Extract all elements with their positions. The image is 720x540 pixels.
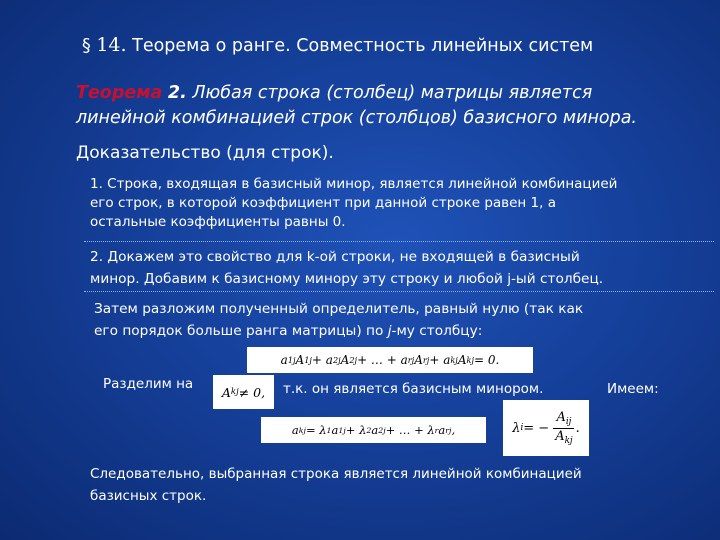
step1-line-1: 1. Строка, входящая в базисный минор, является линейной комбинацией xyxy=(90,176,618,192)
title-text: Теорема о ранге. Совместность линейных систем xyxy=(132,36,594,56)
theorem-statement xyxy=(76,81,637,131)
theorem-number: 2. xyxy=(167,83,187,103)
formula-lambda: λ i = − $\frac{A_{ij}}{A_{kj}}$ . xyxy=(503,400,589,456)
formula-linear-combination: a kj = λ 1 a 1j + λ 2 a 2j + … + λ r a rj , xyxy=(261,417,486,443)
conclusion-line-1: Следовательно, выбранная строка является линейной комбинацией xyxy=(90,466,582,482)
step1-line-2: его строк, в которой коэффициент при данной строке равен 1, а xyxy=(90,195,556,211)
divider-1 xyxy=(84,241,714,242)
section-number: 14. xyxy=(96,34,127,56)
step2-line-1: 2. Докажем это свойство для k-ой строки, не входящей в базисный xyxy=(90,249,580,265)
divide-label: Разделим на xyxy=(103,376,194,392)
step3-line-2 xyxy=(94,320,583,342)
theorem-label: Теорема xyxy=(76,83,163,103)
theorem-text-1: Любая строка (столбец) матрицы является xyxy=(192,83,593,103)
proof-step-1 xyxy=(90,175,617,232)
formula-nonzero: A kj ≠ 0, xyxy=(213,375,274,409)
conclusion xyxy=(90,463,582,507)
step3-var-j: j xyxy=(387,323,392,339)
theorem-line-2: линейной комбинацией строк (столбцов) базисного минора. xyxy=(76,108,637,128)
theorem-line-1 xyxy=(76,81,637,106)
step3-text-a: его порядок больше ранга матрицы) по xyxy=(94,323,388,339)
section-sign: § xyxy=(82,36,91,56)
proof-step-2 xyxy=(90,246,603,290)
page-title xyxy=(82,34,593,56)
proof-heading: Доказательство (для строк). xyxy=(76,143,334,163)
conclusion-line-2: базисных строк. xyxy=(90,488,207,504)
proof-step-3 xyxy=(94,298,583,342)
formula-expansion: a 1j A 1j + a 2j A 2j + … + a rj A rj + a kj A kj = 0. xyxy=(247,347,533,373)
because-label: т.к. он является базисным минором. xyxy=(283,381,544,397)
step3-text-b: -му столбцу: xyxy=(391,323,483,339)
divider-2 xyxy=(84,291,714,292)
step1-line-3: остальные коэффициенты равны 0. xyxy=(90,214,346,230)
step3-line-1: Затем разложим полученный определитель, равный нулю (так как xyxy=(94,301,584,317)
step2-line-2: минор. Добавим к базисному минору эту строку и любой j-ый столбец. xyxy=(90,271,604,287)
we-have-label: Имеем: xyxy=(607,381,659,397)
